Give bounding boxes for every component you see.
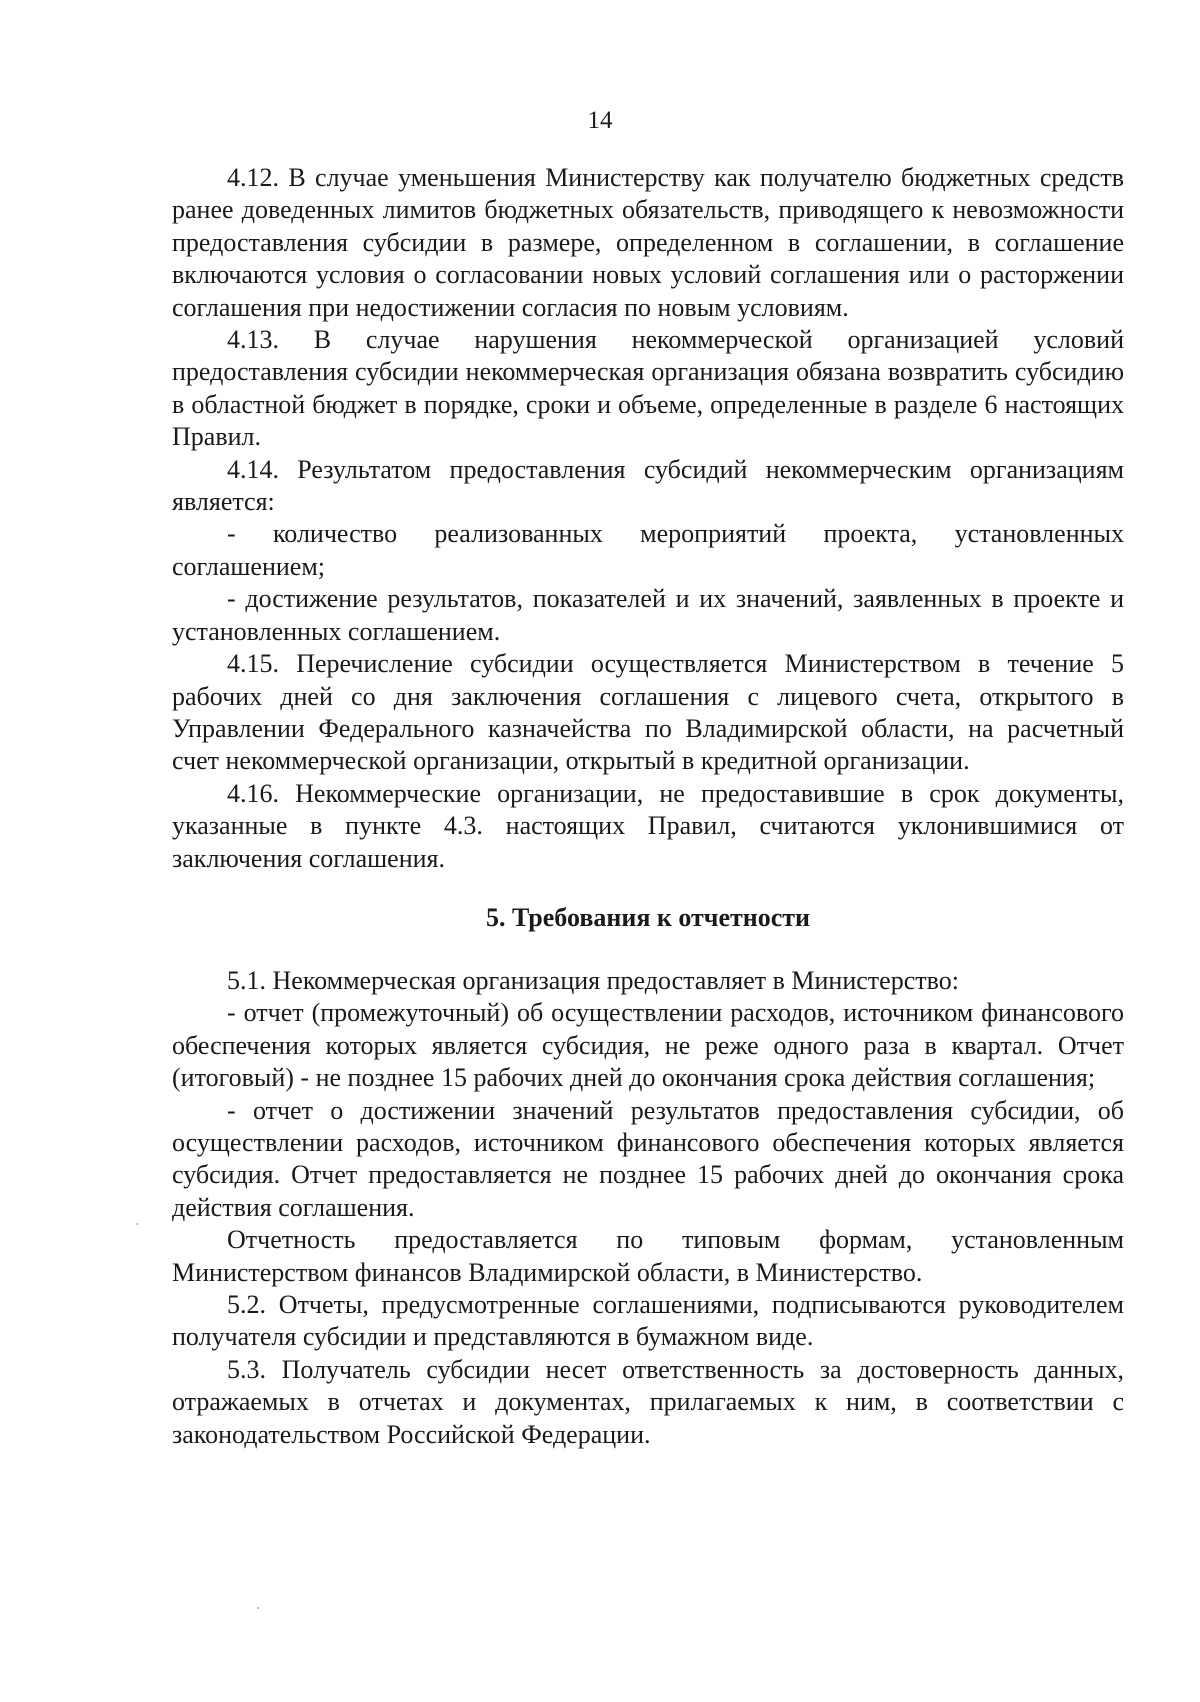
paragraph-4-15: 4.15. Перечисление субсидии осуществляется Министерством в течение 5 рабочих дней со дня заключения соглашения с лицевого счета, открытого в Управлении Федерального казначейства по Владимирской области, на расчетный счет некоммерческой организации, открытый в кредитной организации. <box>172 649 1124 776</box>
scan-speck <box>136 1223 138 1225</box>
page-number: 14 <box>587 107 613 134</box>
list-item-results-report: - отчет о достижении значений результатов предоставления субсидии, об осуществлении расходов, источником финансового обеспечения которых является субсидия. Отчет предоставляется не позднее 15 рабочих дней до окончания срока действия соглашения. <box>172 1095 1124 1222</box>
document-body <box>172 162 1124 1451</box>
scan-speck <box>257 1607 259 1609</box>
list-item-result-indicators: - достижение результатов, показателей и их значений, заявленных в проекте и установленных соглашением. <box>172 584 1124 646</box>
paragraph-5-3: 5.3. Получатель субсидии несет ответственность за достоверность данных, отражаемых в отчетах и документах, прилагаемых к ним, в соответствии с законодательством Российской Федерации. <box>172 1354 1124 1449</box>
paragraph-4-12: 4.12. В случае уменьшения Министерству как получателю бюджетных средств ранее доведенных лимитов бюджетных обязательств, приводящего к невозможности предоставления субсидии в размере, определенном в соглашении, в соглашение включаются условия о согласовании новых условий соглашения или о расторжении соглашения при недостижении согласия по новым условиям. <box>172 163 1124 322</box>
section-title: 5. Требования к отчетности <box>485 902 811 932</box>
list-item-result-count: - количество реализованных мероприятий проекта, установленных соглашением; <box>172 519 1124 581</box>
paragraph-5-2: 5.2. Отчеты, предусмотренные соглашениями, подписываются руководителем получателя субсидии и представляются в бумажном виде. <box>172 1290 1124 1352</box>
list-item-interim-report: - отчет (промежуточный) об осуществлении расходов, источником финансового обеспечения которых является субсидия, не реже одного раза в квартал. Отчет (итоговый) - не позднее 15 рабочих дней до окончания срока действия соглашения; <box>172 998 1124 1093</box>
paragraph-4-14: 4.14. Результатом предоставления субсидий некоммерческим организациям является: <box>172 454 1124 517</box>
paragraph-5-1: 5.1. Некоммерческая организация предоставляет в Министерство: <box>227 965 959 995</box>
paragraph-4-16: 4.16. Некоммерческие организации, не предоставившие в срок документы, указанные в пункте 4.3. настоящих Правил, считаются уклонившимися от заключения соглашения. <box>172 778 1124 873</box>
paragraph-4-13: 4.13. В случае нарушения некоммерческой организацией условий предоставления субсидии некоммерческая организация обязана возвратить субсидию в областной бюджет в порядке, сроки и объеме, определенные в разделе 6 настоящих Правил. <box>172 325 1124 452</box>
paragraph-reporting-forms: Отчетность предоставляется по типовым формам, установленным Министерством финансов Владимирской области, в Министерство. <box>172 1225 1124 1287</box>
